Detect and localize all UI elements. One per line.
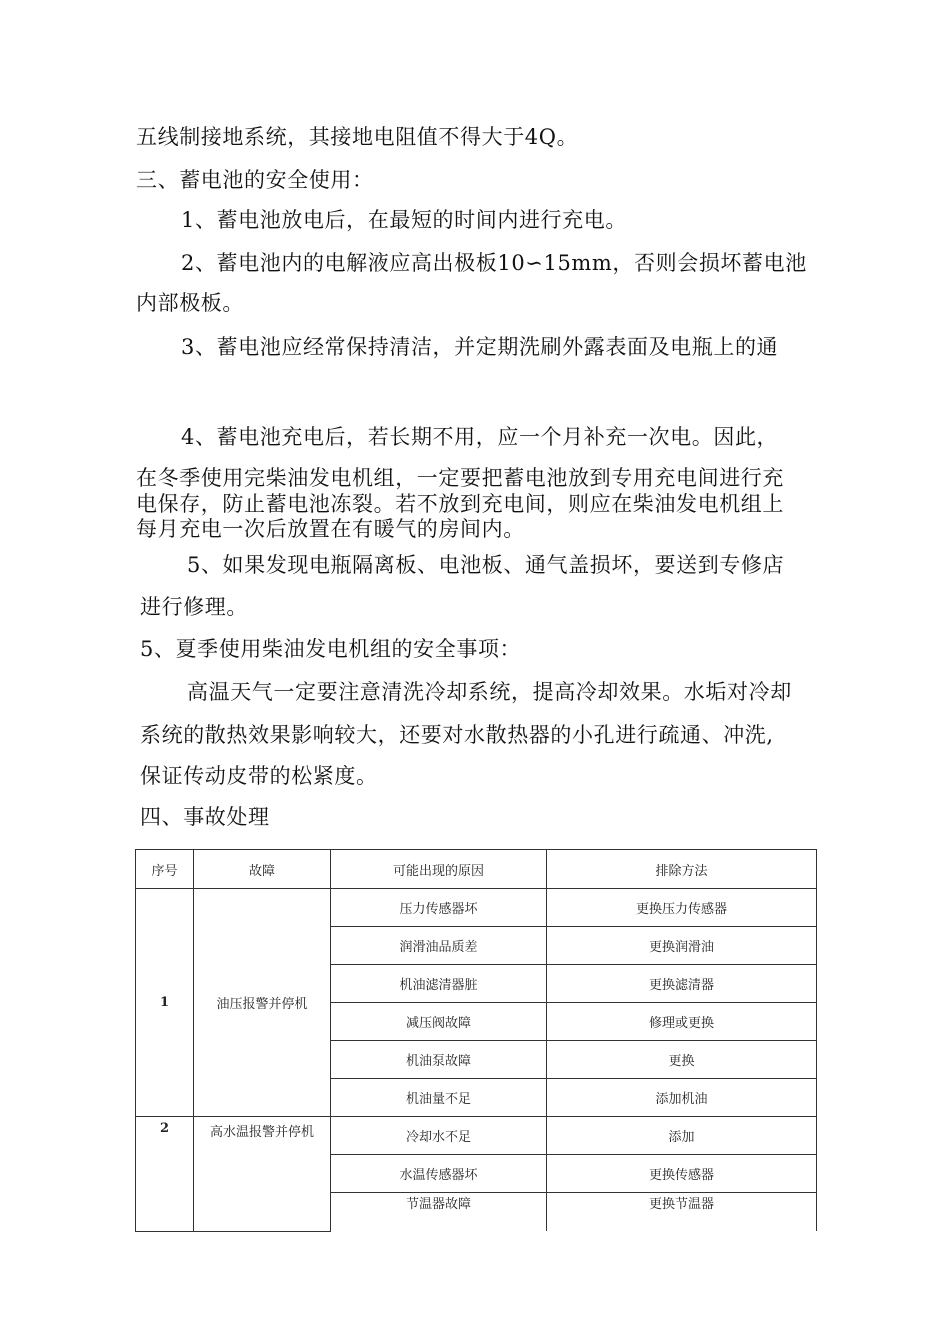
fault-name: 油压报警并停机 bbox=[194, 889, 331, 1117]
battery-item-3: 3、蓄电池应经常保持清洁，并定期洗刷外露表面及电瓶上的通 bbox=[181, 335, 779, 359]
fix-cell: 修理或更换 bbox=[547, 1003, 817, 1041]
battery-item-4-line3: 电保存，防止蓄电池冻裂。若不放到充电间，则应在柴油发电机组上 bbox=[136, 492, 784, 516]
cause-cell: 机油泵故障 bbox=[331, 1041, 547, 1079]
cause-cell: 节温器故障 bbox=[331, 1193, 547, 1232]
summer-safety-heading: 5、夏季使用柴油发电机组的安全事项： bbox=[140, 637, 522, 661]
cause-cell: 水温传感器坏 bbox=[331, 1155, 547, 1193]
header-fault: 故障 bbox=[194, 850, 331, 889]
battery-item-2-line1: 2、蓄电池内的电解液应高出极板10∽15mm，否则会损坏蓄电池 bbox=[181, 251, 807, 275]
cause-cell: 冷却水不足 bbox=[331, 1117, 547, 1155]
cause-cell: 润滑油品质差 bbox=[331, 927, 547, 965]
battery-item-4-line1: 4、蓄电池充电后，若长期不用，应一个月补充一次电。因此， bbox=[181, 425, 779, 449]
fix-cell: 更换压力传感器 bbox=[547, 889, 817, 927]
battery-item-4-line2: 在冬季使用完柴油发电机组，一定要把蓄电池放到专用充电间进行充 bbox=[136, 466, 784, 490]
table-row bbox=[136, 1117, 817, 1155]
header-number: 序号 bbox=[136, 850, 194, 889]
summer-paragraph-line2: 系统的散热效果影响较大，还要对水散热器的小孔进行疏通、冲洗, bbox=[140, 723, 774, 747]
cause-cell: 机油滤清器脏 bbox=[331, 965, 547, 1003]
header-cause: 可能出现的原因 bbox=[331, 850, 547, 889]
fault-table bbox=[135, 849, 817, 1232]
header-fix: 排除方法 bbox=[547, 850, 817, 889]
battery-item-5-line1: 5、如果发现电瓶隔离板、电池板、通气盖损坏，要送到专修店 bbox=[187, 553, 785, 577]
fix-cell: 添加机油 bbox=[547, 1079, 817, 1117]
cause-cell: 压力传感器坏 bbox=[331, 889, 547, 927]
summer-paragraph-line3: 保证传动皮带的松紧度。 bbox=[140, 764, 378, 788]
fault-number: 1 bbox=[136, 889, 194, 1117]
cause-cell: 减压阀故障 bbox=[331, 1003, 547, 1041]
fix-cell: 添加 bbox=[547, 1117, 817, 1155]
paragraph-grounding: 五线制接地系统，其接地电阻值不得大于4Q。 bbox=[136, 125, 579, 149]
battery-item-5-line2: 进行修理。 bbox=[140, 595, 248, 619]
fix-cell: 更换 bbox=[547, 1041, 817, 1079]
section-heading-battery: 三、蓄电池的安全使用： bbox=[136, 168, 374, 192]
battery-item-4-line4: 每月充电一次后放置在有暖气的房间内。 bbox=[136, 517, 525, 541]
battery-item-2-line2: 内部极板。 bbox=[136, 291, 244, 315]
fault-number: 2 bbox=[136, 1117, 194, 1232]
fix-cell: 更换节温器 bbox=[547, 1193, 817, 1232]
cause-cell: 机油量不足 bbox=[331, 1079, 547, 1117]
fix-cell: 更换滤清器 bbox=[547, 965, 817, 1003]
table-row bbox=[136, 889, 817, 927]
fix-cell: 更换润滑油 bbox=[547, 927, 817, 965]
fix-cell: 更换传感器 bbox=[547, 1155, 817, 1193]
summer-paragraph-line1: 高温天气一定要注意清洗冷却系统，提高冷却效果。水垢对冷却 bbox=[187, 680, 792, 704]
table-header-row bbox=[136, 850, 817, 889]
fault-name: 高水温报警并停机 bbox=[194, 1117, 331, 1232]
section-heading-accident: 四、事故处理 bbox=[140, 805, 270, 829]
battery-item-1: 1、蓄电池放电后，在最短的时间内进行充电。 bbox=[181, 208, 627, 232]
